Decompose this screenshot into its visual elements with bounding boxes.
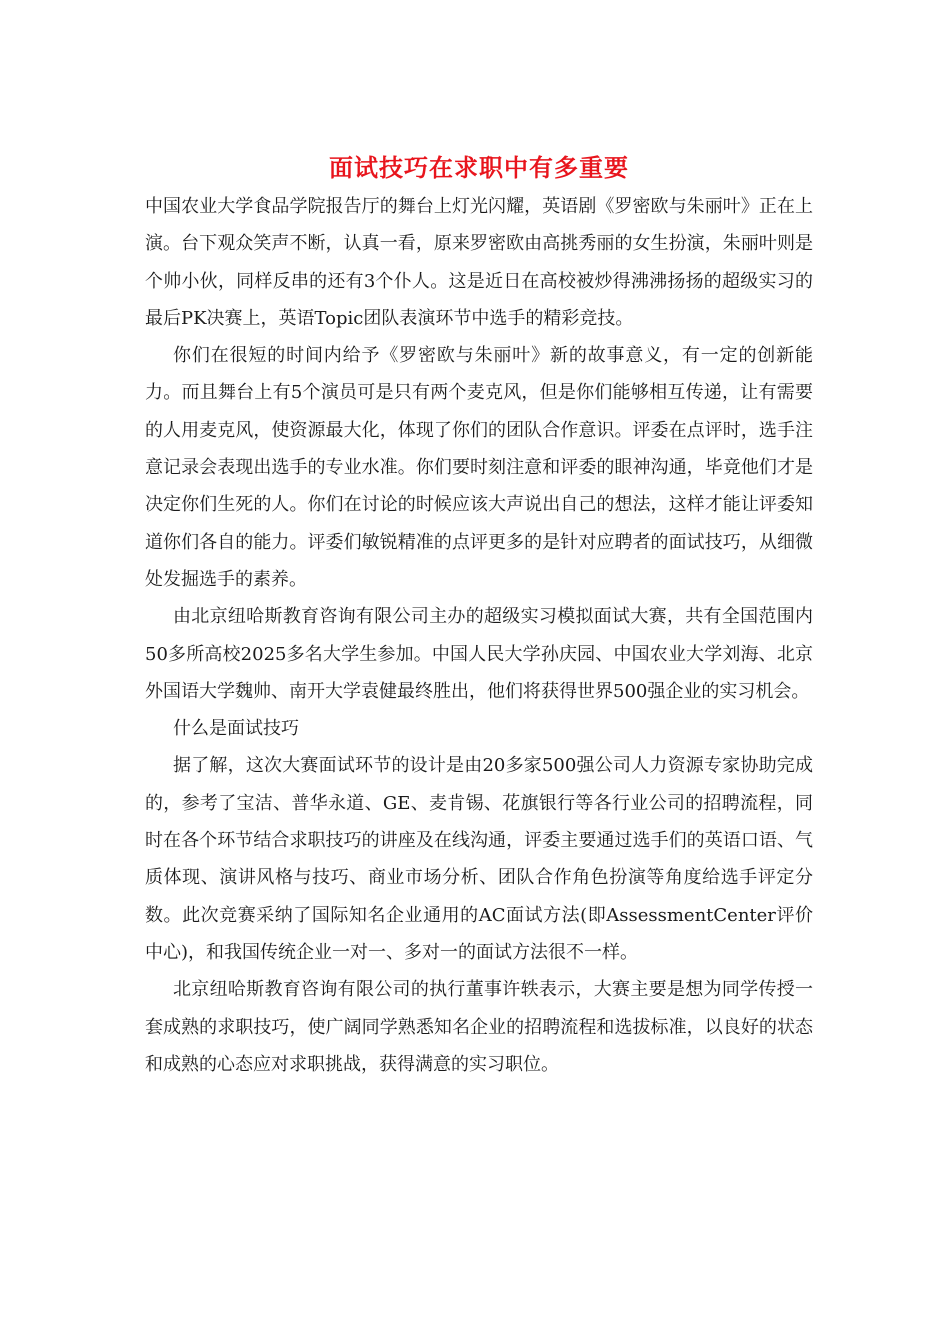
- document-page: [145, 148, 813, 1083]
- paragraph-3: 由北京纽哈斯教育咨询有限公司主办的超级实习模拟面试大赛，共有全国范围内50多所高校2025多名大学生参加。中国人民大学孙庆园、中国农业大学刘海、北京外国语大学魏帅、南开大学袁健最终胜出，他们将获得世界500强企业的实习机会。: [145, 606, 813, 702]
- paragraph-1: 中国农业大学食品学院报告厅的舞台上灯光闪耀，英语剧《罗密欧与朱丽叶》正在上演。台下观众笑声不断，认真一看，原来罗密欧由高挑秀丽的女生扮演，朱丽叶则是个帅小伙，同样反串的还有3个仆人。这是近日在高校被炒得沸沸扬扬的超级实习的最后PK决赛上，英语Topic团队表演环节中选手的精彩竞技。: [145, 196, 813, 329]
- paragraph-4: 据了解，这次大赛面试环节的设计是由20多家500强公司人力资源专家协助完成的，参考了宝洁、普华永道、GE、麦肯锡、花旗银行等各行业公司的招聘流程，同时在各个环节结合求职技巧的讲座及在线沟通，评委主要通过选手们的英语口语、气质体现、演讲风格与技巧、商业市场分析、团队合作角色扮演等角度给选手评定分数。此次竞赛采纳了国际知名企业通用的AC面试方法(即AssessmentCenter评价中心)，和我国传统企业一对一、多对一的面试方法很不一样。: [145, 755, 813, 963]
- document-title: 面试技巧在求职中有多重要: [329, 153, 629, 182]
- section-heading: 什么是面试技巧: [173, 718, 299, 740]
- paragraph-2: 你们在很短的时间内给予《罗密欧与朱丽叶》新的故事意义，有一定的创新能力。而且舞台上有5个演员可是只有两个麦克风，但是你们能够相互传递，让有需要的人用麦克风，使资源最大化，体现了你们的团队合作意识。评委在点评时，选手注意记录会表现出选手的专业水准。你们要时刻注意和评委的眼神沟通，毕竟他们才是决定你们生死的人。你们在讨论的时候应该大声说出自己的想法，这样才能让评委知道你们各自的能力。评委们敏锐精准的点评更多的是针对应聘者的面试技巧，从细微处发掘选手的素养。: [145, 345, 813, 590]
- paragraph-5: 北京纽哈斯教育咨询有限公司的执行董事许轶表示，大赛主要是想为同学传授一套成熟的求职技巧，使广阔同学熟悉知名企业的招聘流程和选拔标准，以良好的状态和成熟的心态应对求职挑战，获得满意的实习职位。: [145, 979, 813, 1075]
